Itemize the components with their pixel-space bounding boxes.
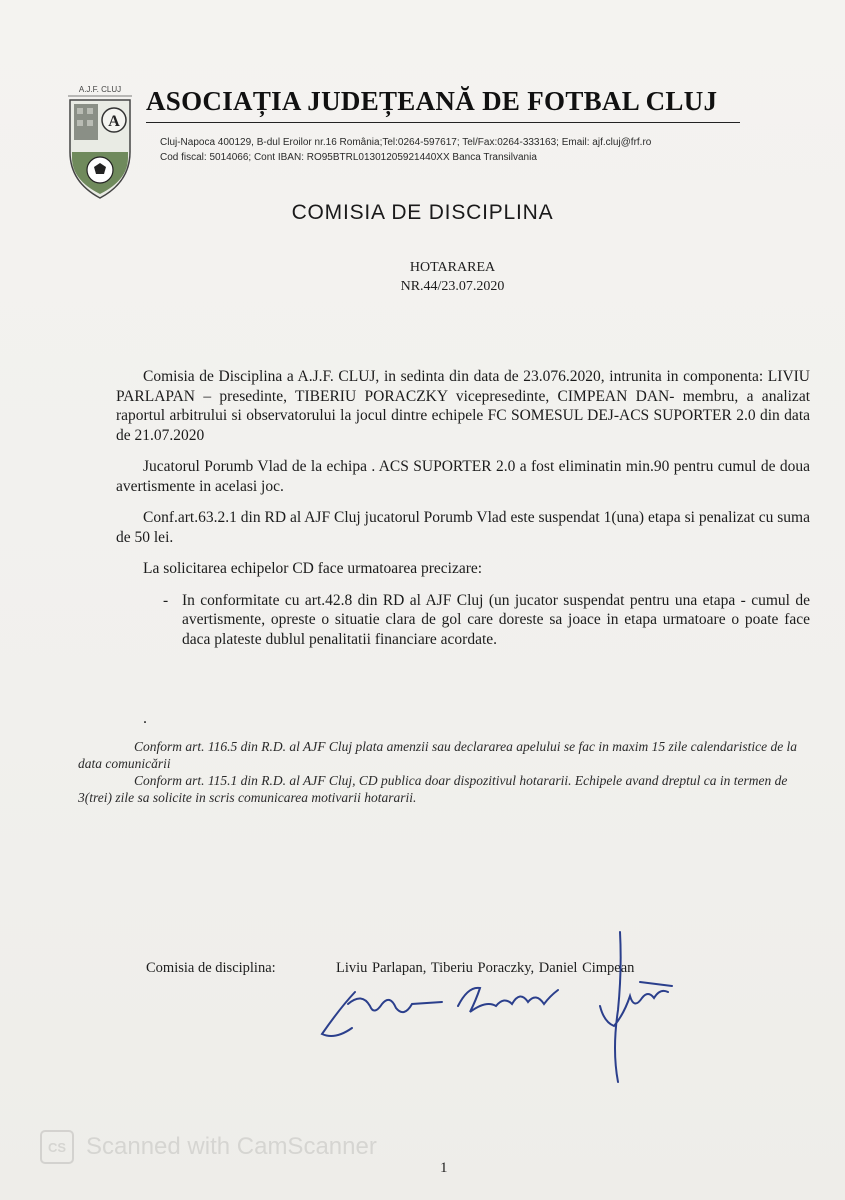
organization-name: ASOCIAȚIA JUDEȚEANĂ DE FOTBAL CLUJ [146, 86, 718, 116]
decision-body [116, 367, 810, 649]
logo-caption: A.J.F. CLUJ [78, 85, 122, 94]
decision-heading: HOTARAREA [409, 260, 496, 275]
body-paragraph: La solicitarea echipelor CD face urmatoarea precizare: [143, 560, 483, 577]
legal-note: Conform art. 116.5 din R.D. al AJF Cluj plata amenzii sau declararea apelului se fac in maxim 15 zile calendaristice de la data comunicării [78, 739, 798, 771]
page-number: 1 [440, 1160, 448, 1176]
contact-line-fiscal: Cod fiscal: 5014066; Cont IBAN: RO95BTRL01301205921440XX Banca Transilvania [160, 152, 537, 163]
decision-heading-block [0, 258, 845, 296]
handwritten-signatures [300, 930, 720, 1090]
header-divider [146, 122, 740, 123]
body-paragraph: Jucatorul Porumb Vlad de la echipa . ACS SUPORTER 2.0 a fost eliminatin min.90 pentru cumul de doua avertismente in acelasi joc. [116, 458, 810, 495]
body-paragraph: Comisia de Disciplina a A.J.F. CLUJ, in sedinta din data de 23.076.2020, intrunita in componenta: LIVIU PARLAPAN – presedinte, TIBERIU PORACZKY vicepresedinte, CIMPEAN DAN- membru, a analizat raportul arbitrului si observatorului la jocul dintre echipele FC SOMESUL DEJ-ACS SUPORTER 2.0 din data de 21.07.2020 [116, 368, 810, 444]
logo-letter: A [108, 113, 120, 130]
legal-note: Conform art. 115.1 din R.D. al AJF Cluj, CD publica doar dispozitivul hotararii. Echipele avand dreptul ca in termen de 3(trei) zile sa solicite in scris comunicarea motivarii hotararii. [78, 773, 788, 805]
camscanner-logo-icon: CS [40, 1130, 74, 1164]
contact-line-address: Cluj-Napoca 400129, B-dul Eroilor nr.16 România;Tel:0264-597617; Tel/Fax:0264-333163; Email: ajf.cluj@frf.ro [160, 137, 652, 148]
bullet-item [116, 591, 810, 650]
signatures-label: Comisia de disciplina: [146, 960, 276, 976]
body-paragraph: Conf.art.63.2.1 din RD al AJF Cluj jucatorul Porumb Vlad este suspendat 1(una) etapa si penalizat cu suma de 50 lei. [116, 509, 810, 546]
document-title: COMISIA DE DISCIPLINA [291, 201, 554, 224]
stray-dot: . [143, 710, 147, 727]
decision-number: NR.44/23.07.2020 [400, 279, 505, 294]
watermark-text: Scanned with CamScanner [86, 1133, 377, 1160]
ajf-cluj-logo [64, 82, 136, 202]
camscanner-watermark [40, 1130, 377, 1164]
organization-contact [160, 135, 651, 165]
bullet-text: In conformitate cu art.42.8 din RD al AJF Cluj (un jucator suspendat pentru una etapa - cumul de avertismente, opreste o situatie clara de gol care doreste sa joace in etapa urmatoare o poate face daca plateste dublul penalitatii financiare acordate. [182, 591, 810, 648]
signatory-names: Liviu Parlapan, Tiberiu Poraczky, Daniel Cimpean [336, 960, 635, 976]
legal-notes [78, 738, 808, 806]
bullet-dash: - [163, 591, 169, 609]
